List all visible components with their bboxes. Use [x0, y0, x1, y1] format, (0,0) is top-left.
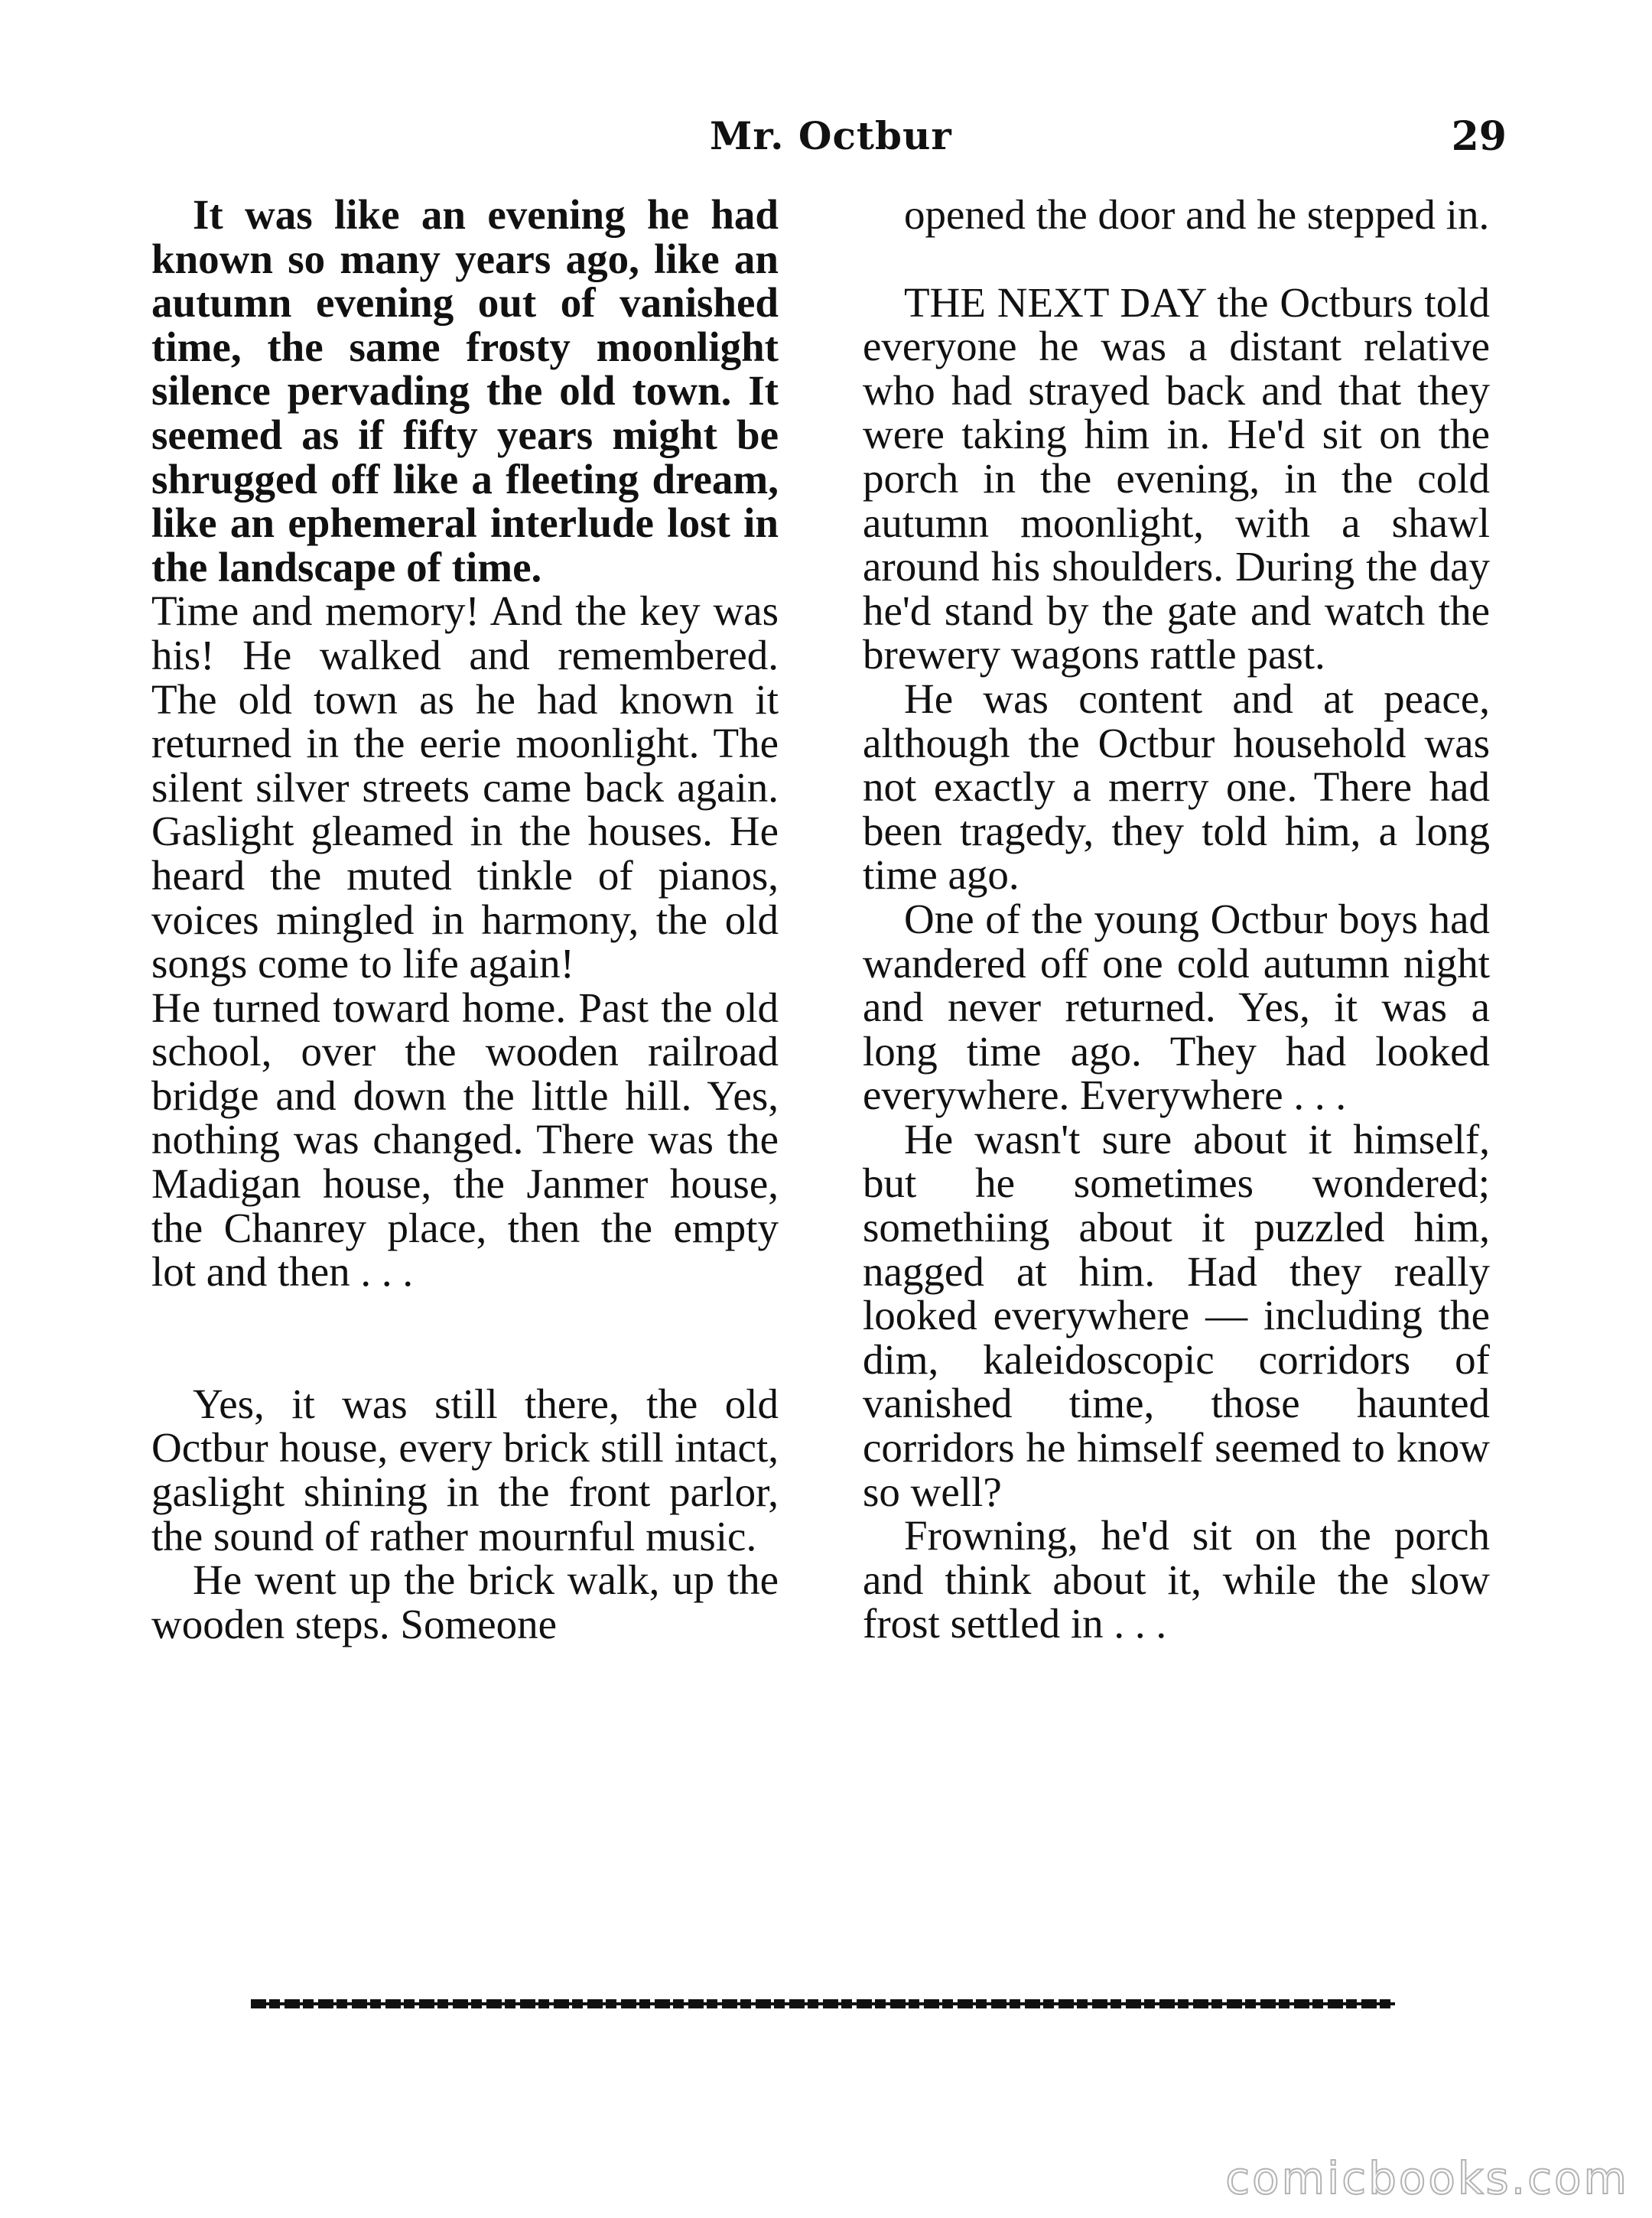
paragraph: opened the door and he stepped in.: [904, 191, 1490, 238]
page-number: 29: [1451, 113, 1507, 160]
paragraph: THE NEXT DAY the Octburs told everyone he was a distant relative who had strayed back and that they were taking him in. He'd sit on the porch in the evening, in the cold autumn moonlight, with a shawl around his shoulders. During the day he'd stand by the gate and watch the brewery wagons rattle past.: [863, 278, 1490, 678]
section-break: [863, 237, 1490, 281]
paragraph: He was content and at peace, although the Octbur household was not exactly a merry one. There had been tragedy, they told him, a long time ago.: [863, 675, 1490, 899]
right-text-column: [863, 193, 1490, 1646]
paragraph: One of the young Octbur boys had wandered off one cold autumn night and never returned. Yes, it was a long time ago. They had looked everywhere. Everywhere . . .: [863, 895, 1490, 1119]
paragraph: It was like an evening he had known so many years ago, like an autumn evening out of vanished time, the same frosty moonlight silence pervading the old town. It seemed as if fifty years might be shrugged off like a fleeting dream, like an ephemeral interlude lost in the landscape of time.: [151, 191, 779, 590]
running-title: Mr. Octbur: [710, 113, 952, 158]
watermark: comicbooks.com: [1225, 2152, 1629, 2204]
paragraph: He went up the brick walk, up the wooden steps. Someone: [151, 1556, 779, 1647]
paragraph: He wasn't sure about it himself, but he sometimes wondered; somethiing about it puzzled him, nagged at him. Had they really looked everywhere — including the dim, kaleidoscopic corridors of vanished time, those haunted corridors he himself seemed to know so well?: [863, 1115, 1490, 1515]
decorative-end-rule: [251, 1999, 1395, 2008]
paragraph: He turned toward home. Past the old school, over the wooden railroad bridge and down the little hill. Yes, nothing was changed. There was the Madigan house, the Janmer house, the Chanrey place, then the empty lot and then . . .: [151, 984, 779, 1296]
paragraph: Yes, it was still there, the old Octbur house, every brick still intact, gaslight shining in the front parlor, the sound of rather mournful music.: [151, 1380, 779, 1559]
paragraph: Time and memory! And the key was his! He walked and remembered. The old town as he had known it returned in the eerie moonlight. The silent silver streets came back again. Gaslight gleamed in the houses. He heard the muted tinkle of pianos, voices mingled in harmony, the old songs come to life again!: [151, 587, 779, 987]
paragraph: Frowning, he'd sit on the porch and think about it, while the slow frost settled in . . .: [863, 1512, 1490, 1647]
left-text-column: [151, 193, 779, 1646]
section-break: [151, 1294, 779, 1382]
